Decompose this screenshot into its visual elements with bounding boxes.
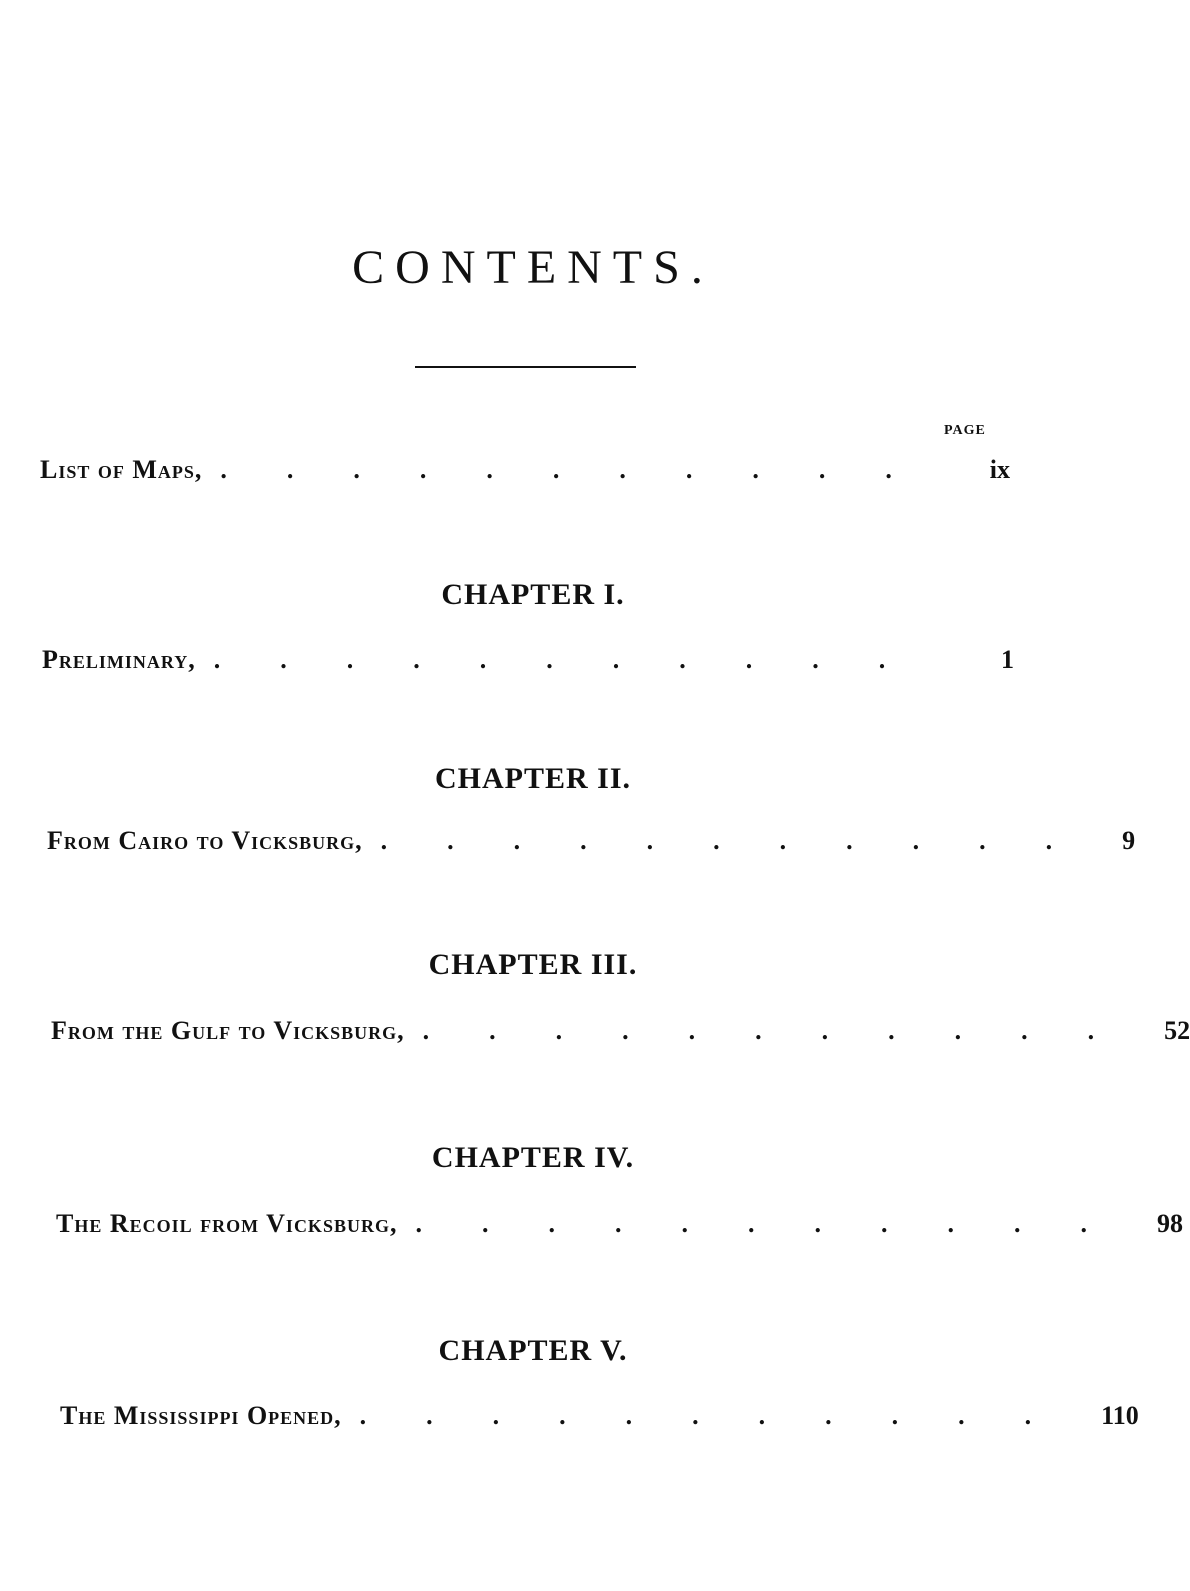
dot-leader: ...........: [213, 645, 946, 674]
entry-title: List of Maps,: [40, 455, 203, 484]
page-column-label: PAGE: [944, 423, 986, 438]
title-divider: [415, 366, 636, 368]
chapter-heading-4: CHAPTER IV.: [431, 1141, 635, 1174]
toc-entry-chapter-5[interactable]: [60, 1401, 1139, 1437]
dot-leader: ...........: [415, 1209, 1147, 1238]
entry-title: From the Gulf to Vicksburg,: [51, 1016, 405, 1045]
entry-page-number: 52: [1164, 1016, 1190, 1045]
toc-entry-chapter-1[interactable]: [42, 645, 1014, 681]
entry-title: The Mississippi Opened,: [60, 1401, 342, 1430]
entry-title: The Recoil from Vicksburg,: [56, 1209, 398, 1238]
chapter-heading-5: CHAPTER V.: [438, 1334, 628, 1367]
dot-leader: ...........: [422, 1016, 1155, 1045]
chapter-heading-2: CHAPTER II.: [434, 762, 632, 795]
entry-page-number: 98: [1156, 1209, 1183, 1238]
dot-leader: ...........: [380, 826, 1113, 855]
toc-entry-chapter-2[interactable]: [47, 826, 1136, 862]
dot-leader: ...........: [359, 1401, 1092, 1430]
page-title: CONTENTS.: [352, 241, 714, 294]
entry-title: Preliminary,: [42, 645, 196, 674]
chapter-heading-3: CHAPTER III.: [428, 948, 638, 981]
entry-page-number: 110: [1101, 1401, 1139, 1430]
toc-entry-chapter-3[interactable]: [51, 1016, 1190, 1052]
entry-page-number: ix: [989, 455, 1010, 484]
dot-leader: ...........: [220, 455, 952, 484]
entry-page-number: 1: [1001, 645, 1014, 674]
toc-entry-list-of-maps[interactable]: [40, 455, 1010, 491]
toc-entry-chapter-4[interactable]: [56, 1209, 1183, 1245]
entry-title: From Cairo to Vicksburg,: [47, 826, 363, 855]
chapter-heading-1: CHAPTER I.: [441, 578, 625, 611]
entry-page-number: 9: [1122, 826, 1136, 855]
